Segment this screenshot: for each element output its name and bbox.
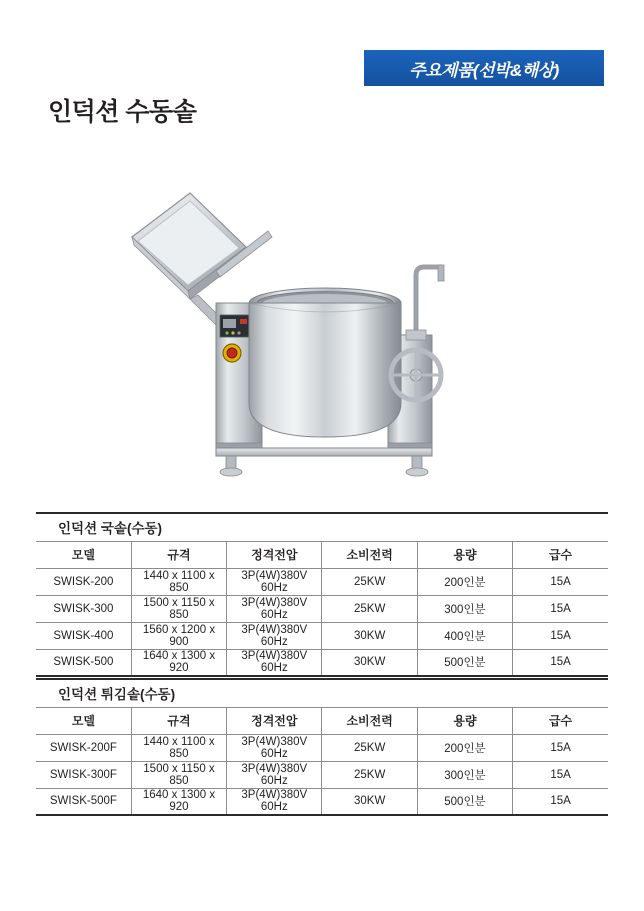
cell-power: 25KW bbox=[322, 568, 417, 595]
cell-capacity: 500인분 bbox=[417, 649, 512, 676]
column-header-size: 규격 bbox=[131, 707, 226, 734]
spec-block-fryer-kettle bbox=[36, 678, 608, 816]
cell-power: 30KW bbox=[322, 622, 417, 649]
cell-size: 1500 x 1150 x 850 bbox=[131, 761, 226, 788]
product-category-badge bbox=[364, 50, 604, 86]
cell-voltage: 3P(4W)380V 60Hz bbox=[227, 568, 322, 595]
page-title: 인덕션 수동솥 bbox=[48, 98, 197, 126]
cell-voltage: 3P(4W)380V 60Hz bbox=[227, 734, 322, 761]
table-row bbox=[36, 788, 608, 815]
column-header-capacity: 용량 bbox=[417, 541, 512, 568]
base-frame bbox=[216, 448, 432, 476]
column-header-water: 급수 bbox=[513, 707, 608, 734]
cell-model: SWISK-200F bbox=[36, 734, 131, 761]
cell-size: 1500 x 1150 x 850 bbox=[131, 595, 226, 622]
cell-power: 25KW bbox=[322, 761, 417, 788]
column-header-voltage: 정격전압 bbox=[227, 707, 322, 734]
cell-water: 15A bbox=[513, 595, 608, 622]
cell-water: 15A bbox=[513, 734, 608, 761]
kettle-body bbox=[249, 288, 401, 437]
cell-size: 1560 x 1200 x 900 bbox=[131, 622, 226, 649]
cell-water: 15A bbox=[513, 761, 608, 788]
table-row bbox=[36, 761, 608, 788]
table-row bbox=[36, 568, 608, 595]
product-image bbox=[120, 175, 530, 485]
cell-voltage: 3P(4W)380V 60Hz bbox=[227, 595, 322, 622]
column-header-model: 모델 bbox=[36, 541, 131, 568]
column-header-power: 소비전력 bbox=[322, 707, 417, 734]
cell-size: 1640 x 1300 x 920 bbox=[131, 788, 226, 815]
table-row bbox=[36, 595, 608, 622]
cell-capacity: 300인분 bbox=[417, 595, 512, 622]
cell-size: 1440 x 1100 x 850 bbox=[131, 568, 226, 595]
cell-power: 30KW bbox=[322, 649, 417, 676]
column-header-capacity: 용량 bbox=[417, 707, 512, 734]
spec-table-soup-kettle bbox=[36, 512, 608, 677]
table-caption: 인덕션 튀김솥(수동) bbox=[36, 679, 608, 707]
cell-water: 15A bbox=[513, 622, 608, 649]
cell-capacity: 300인분 bbox=[417, 761, 512, 788]
cell-model: SWISK-400 bbox=[36, 622, 131, 649]
table-row bbox=[36, 622, 608, 649]
cell-voltage: 3P(4W)380V 60Hz bbox=[227, 788, 322, 815]
cell-model: SWISK-300 bbox=[36, 595, 131, 622]
cell-model: SWISK-300F bbox=[36, 761, 131, 788]
table-row bbox=[36, 734, 608, 761]
cell-capacity: 500인분 bbox=[417, 788, 512, 815]
column-header-water: 급수 bbox=[513, 541, 608, 568]
cell-voltage: 3P(4W)380V 60Hz bbox=[227, 761, 322, 788]
cell-water: 15A bbox=[513, 649, 608, 676]
cell-water: 15A bbox=[513, 568, 608, 595]
cell-size: 1640 x 1300 x 920 bbox=[131, 649, 226, 676]
cell-capacity: 200인분 bbox=[417, 568, 512, 595]
column-header-power: 소비전력 bbox=[322, 541, 417, 568]
product-category-label: 주요제품(선박&해상) bbox=[409, 60, 559, 80]
tilt-handwheel bbox=[391, 350, 441, 400]
cell-power: 30KW bbox=[322, 788, 417, 815]
cell-voltage: 3P(4W)380V 60Hz bbox=[227, 622, 322, 649]
table-row bbox=[36, 649, 608, 676]
cell-model: SWISK-200 bbox=[36, 568, 131, 595]
cell-power: 25KW bbox=[322, 595, 417, 622]
column-header-model: 모델 bbox=[36, 707, 131, 734]
spec-block-soup-kettle bbox=[36, 512, 608, 677]
cell-size: 1440 x 1100 x 850 bbox=[131, 734, 226, 761]
cell-model: SWISK-500F bbox=[36, 788, 131, 815]
spec-table-fryer-kettle bbox=[36, 678, 608, 816]
cell-voltage: 3P(4W)380V 60Hz bbox=[227, 649, 322, 676]
cell-capacity: 400인분 bbox=[417, 622, 512, 649]
cell-model: SWISK-500 bbox=[36, 649, 131, 676]
cell-power: 25KW bbox=[322, 734, 417, 761]
cell-water: 15A bbox=[513, 788, 608, 815]
column-header-size: 규격 bbox=[131, 541, 226, 568]
cell-capacity: 200인분 bbox=[417, 734, 512, 761]
table-caption: 인덕션 국솥(수동) bbox=[36, 513, 608, 541]
column-header-voltage: 정격전압 bbox=[227, 541, 322, 568]
